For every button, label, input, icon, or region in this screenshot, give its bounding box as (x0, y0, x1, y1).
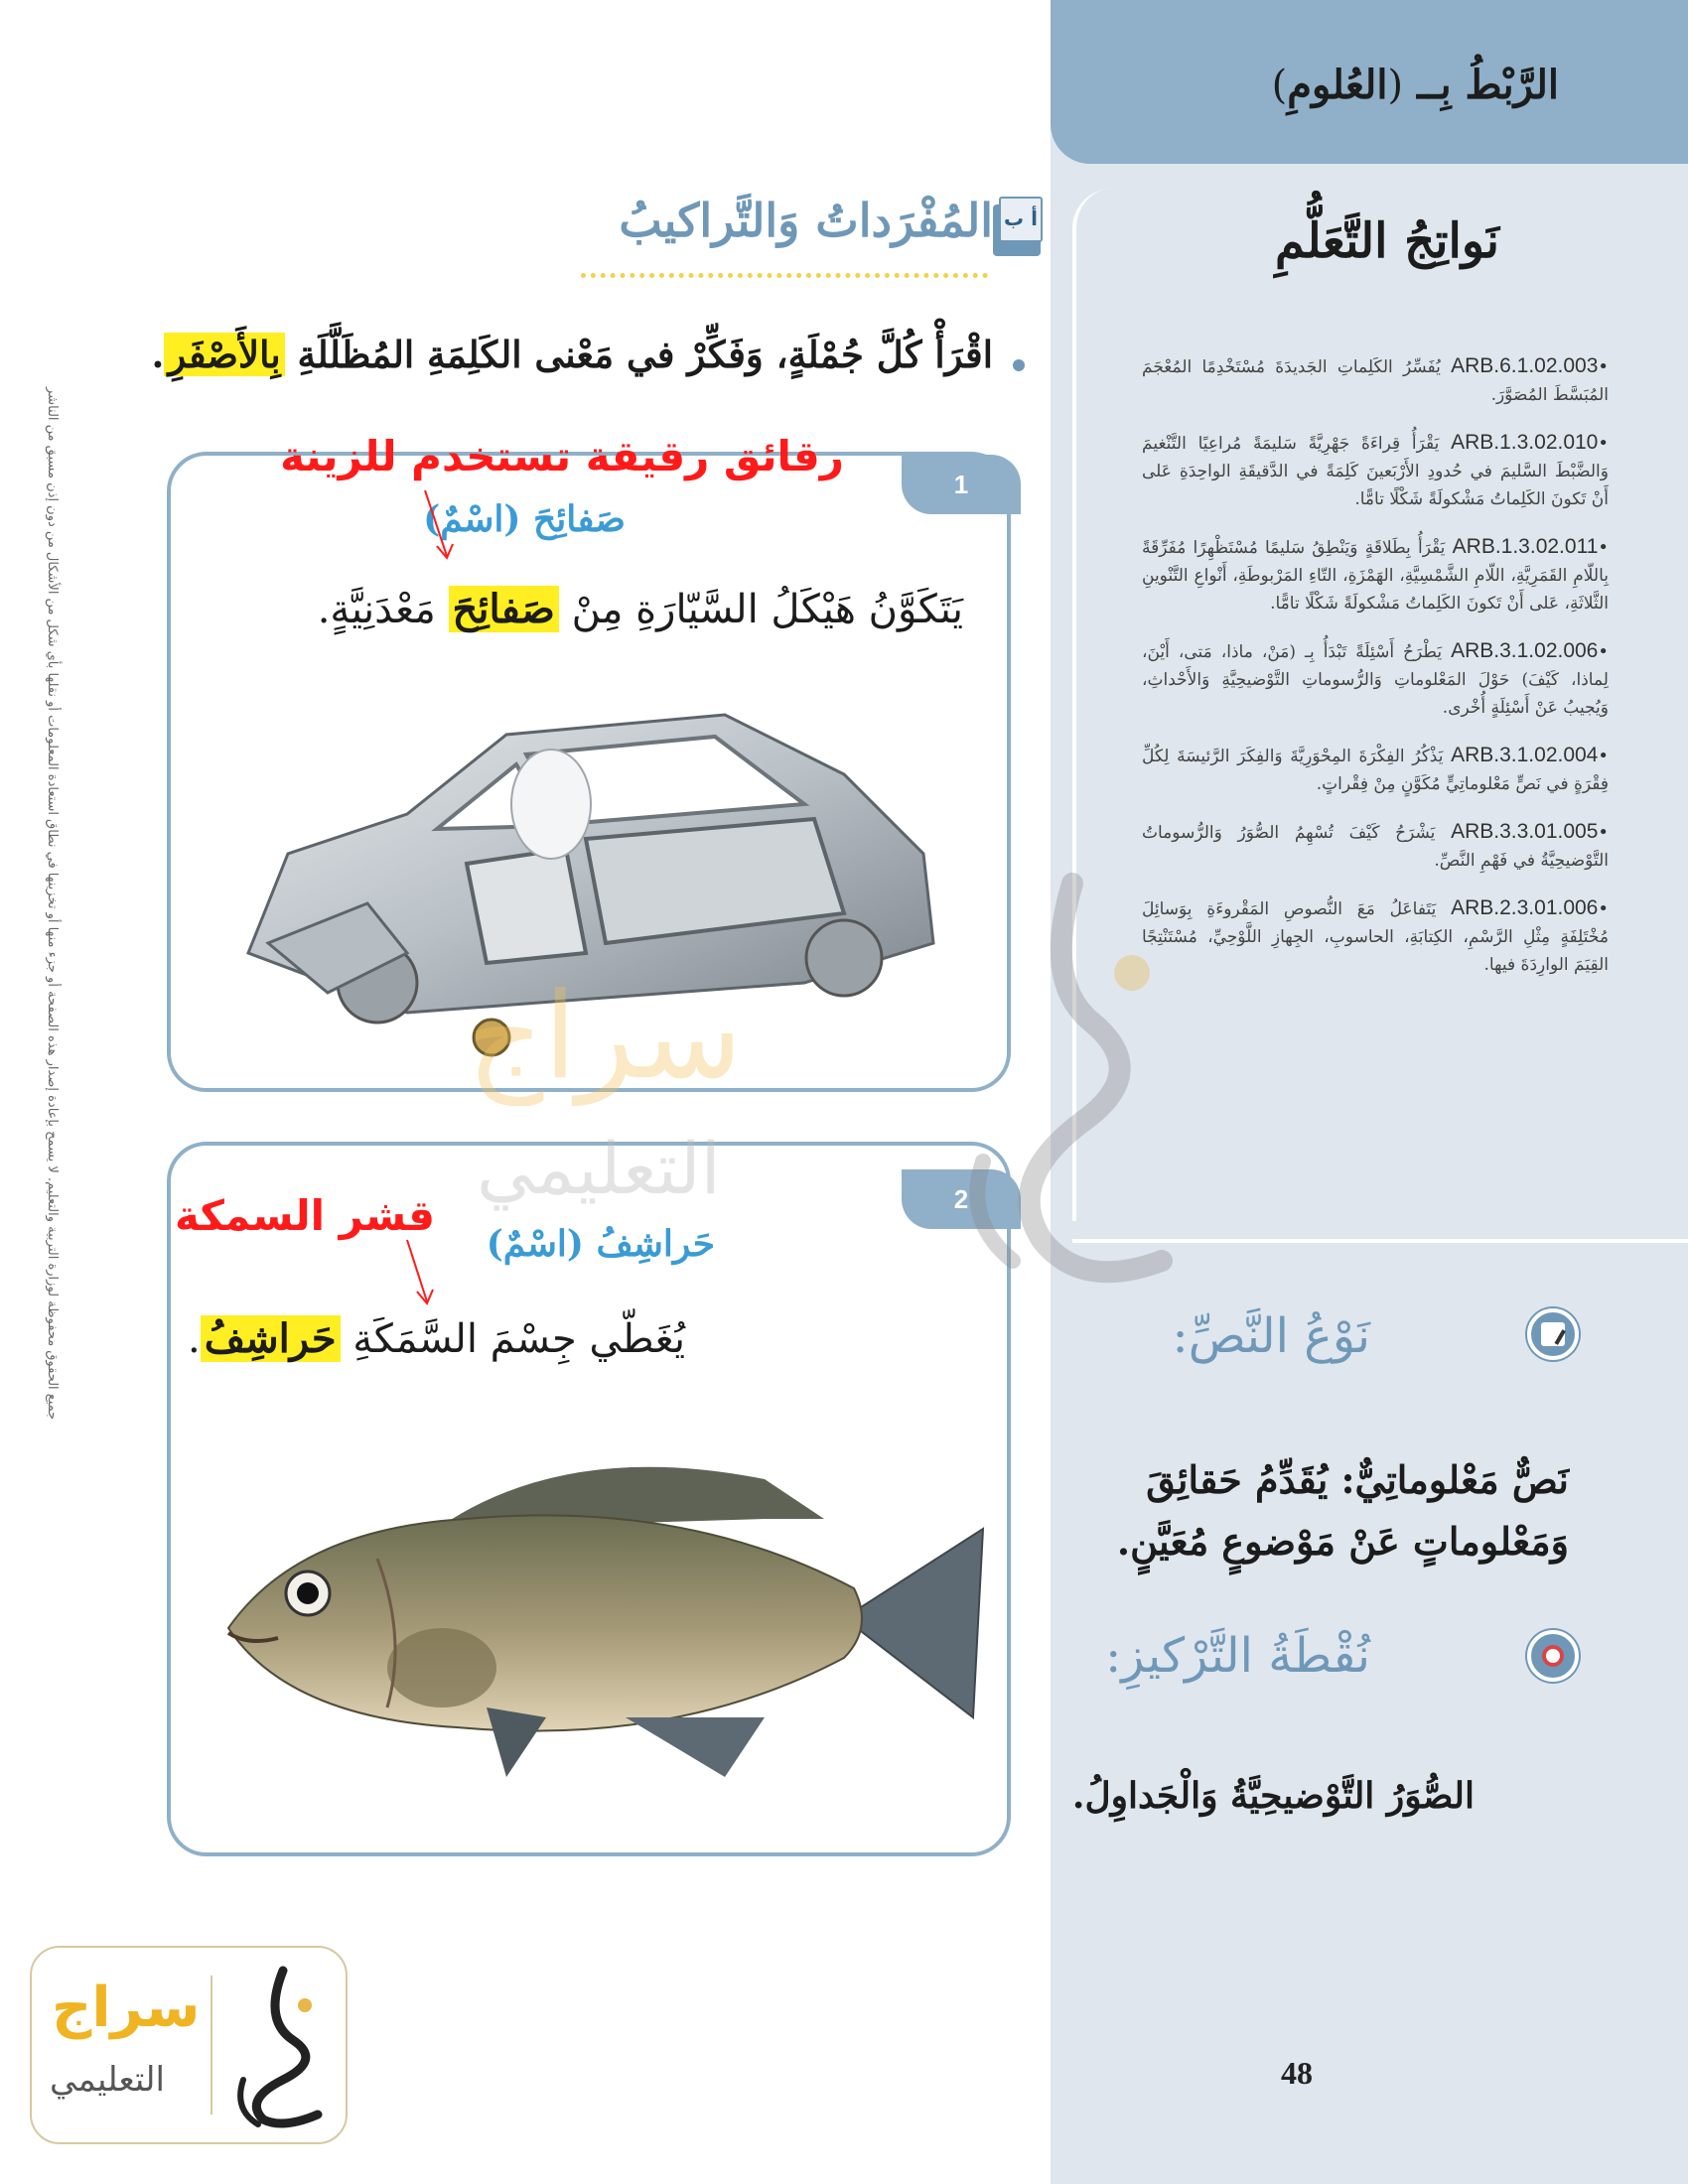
card-2-word: حَراشِفُ (اسْمٌ) (486, 1223, 715, 1265)
outcome-item: •ARB.3.1.02.004 يَذْكُرُ الفِكْرَةَ المِحْوَرِيَّةَ وَالفِكَرَ الرَّئيسَةَ لِكُلِّ فِقْرَةٍ في نَصٍّ مَعْلوماتِيٍّ مُكَوَّنٍ مِنْ فِقْراتٍ. (1142, 744, 1609, 794)
annotation-1: رقائق رقيقة تستخدم للزينة (280, 432, 844, 480)
header-title: الرَّبْطُ بِــ (العُلومِ) (1271, 62, 1559, 108)
vocabulary-icon (993, 197, 1047, 258)
focus-body: الصُّوَرُ التَّوْضيحِيَّةُ وَالْجَداوِلُ. (1071, 1775, 1475, 1817)
annotation-2: قشر السمكة (175, 1191, 435, 1240)
sidebar-header (1051, 0, 1688, 164)
logo-calligraphy-icon (223, 1961, 338, 2129)
copyright-vertical (30, 387, 70, 1678)
instruction-highlight: بِالأَصْفَرِ (164, 333, 284, 376)
target-icon (1527, 1630, 1579, 1682)
outcome-item: •ARB.3.1.02.006 يَطْرَحُ أَسْئِلَةً تَبْدَأُ بِـ (مَنْ، ماذا، مَتى، أَيْنَ، لِماذا، كَيْفَ) حَوْلَ المَعْلوماتِ وَالرُّسوماتِ التَّوْضيحِيَّةِ وَالأَحْداثِ، وَيُجيبُ عَنْ أَسْئِلَةٍ أُخْرى. (1142, 639, 1609, 718)
card-number-1: 1 (902, 455, 1021, 514)
card-number-2: 2 (902, 1169, 1021, 1229)
logo-separator (211, 1976, 212, 2115)
outcome-item: •ARB.1.3.02.010 يَقْرَأُ قِراءَةً جَهْرِيَّةً سَليمَةً مُراعِيًا التَّنْغيمَ وَالضَّبْطَ السَّليمَ في حُدودِ الأَرْبَعينَ كَلِمَةً في الدَّقيقَةِ الواحِدَةِ عَلى أَنْ تَكونَ الكَلِماتُ مَشْكولَةً شَكْلًا تامًّا. (1142, 431, 1609, 509)
focus-heading: نُقْطَةُ التَّرْكيزِ: (1105, 1628, 1370, 1684)
watermark-calligraphy-icon (923, 864, 1221, 1300)
vocabulary-icon-letters: أ ب (999, 197, 1043, 242)
page-number: 48 (1281, 2055, 1313, 2091)
logo-text-1: سراج (52, 1976, 201, 2040)
outcome-item: •ARB.1.3.02.011 يَقْرَأُ بِطَلاقَةٍ وَيَنْطِقُ سَليمًا مُسْتَظْهِرًا مُفَرِّقَةً بِاللّامِ القَمَرِيَّةِ، اللّامِ الشَّمْسِيَّةِ، الهَمْزَةِ، التّاءِ المَرْبوطَةِ، أَنْواعِ التَّنْوينِ الثَّلاثَةِ، عَلى أَنْ تَكونَ الكَلِماتُ مَشْكولَةً شَكْلًا تامًّا. (1142, 535, 1609, 614)
outcome-item: •ARB.6.1.02.003 يُفَسِّرُ الكَلِماتِ الجَديدَةَ مُسْتَخْدِمًا المُعْجَمَ المُبَسَّطَ المُصَوَّرَ. (1142, 354, 1610, 405)
annotation-arrow-1 (417, 486, 477, 566)
outcomes-title: نَواتِجُ التَّعَلُّمِ (1275, 213, 1499, 269)
card-1-sentence: يَتَكَوَّنُ هَيْكَلُ السَّيّارَةِ مِنْ صَفائِحَ مَعْدَنِيَّةٍ. (317, 586, 963, 632)
text-type-body: نَصٌّ مَعْلوماتِيٌّ: يُقَدِّمُ حَقائِقَ وَمَعْلوماتٍ عَنْ مَوْضوعٍ مُعَيَّنٍ. (1116, 1457, 1569, 1564)
vocabulary-underline (581, 273, 988, 278)
text-type-heading: نَوْعُ النَّصِّ: (1172, 1308, 1370, 1364)
instruction-bullet (1013, 359, 1025, 371)
card-1-highlight: صَفائِحَ (449, 586, 559, 632)
annotation-arrow-2 (397, 1236, 457, 1310)
outcome-item: •ARB.2.3.01.006 يَتَفاعَلُ مَعَ النُّصوصِ المَقْروءَةِ بِوَسائِلَ مُخْتَلِفَةٍ مِثْلِ الرَّسْمِ، الكِتابَةِ، الحاسوبِ، الجِهازِ اللَّوْحِيِّ، مُسْتَنْتِجًا القِيَمَ الوارِدَةَ فيها. (1142, 896, 1609, 975)
pencil-icon (1527, 1308, 1579, 1360)
card-1-word: صَفائِحَ (اسْمٌ) (423, 498, 626, 540)
outcome-item: •ARB.3.3.01.005 يَشْرَحُ كَيْفَ تُسْهِمُ الصُّوَرُ وَالرُّسوماتُ التَّوْضيحِيَّةُ في فَهْمِ النَّصِّ. (1142, 820, 1610, 871)
instruction: اقْرَأْ كُلَّ جُمْلَةٍ، وَفَكِّرْ في مَعْنى الكَلِمَةِ المُظَلَّلَةِ بِالأَصْفَرِ. (151, 333, 993, 376)
card-2-highlight: حَراشِفُ (201, 1315, 341, 1362)
card-2-sentence: يُغَطّي جِسْمَ السَّمَكَةِ حَراشِفُ. (188, 1315, 685, 1362)
logo-text-2: التعليمي (50, 2060, 165, 2100)
watermark-text-2: التعليمي (477, 1127, 721, 1210)
fish-image (209, 1420, 993, 1797)
vocabulary-title: المُفْرَداتُ وَالتَّراكيبُ (619, 194, 993, 247)
copyright-text: جميع الحقوق محفوظة لوزارة التربية والتعليم. لا يسمح بإعادة إصدار هذه الصفحة أو جزء منها أو تخزينها في نطاق استعادة المعلومات أو نقلها بأي شكل من الأشكال من دون إذن مسبق من الناشر (45, 387, 60, 1421)
watermark-text-1: سراج (467, 968, 743, 1106)
header-title-main: الرَّبْطُ بِــ (1417, 62, 1559, 108)
header-title-subject: العُلومِ (1287, 62, 1388, 108)
